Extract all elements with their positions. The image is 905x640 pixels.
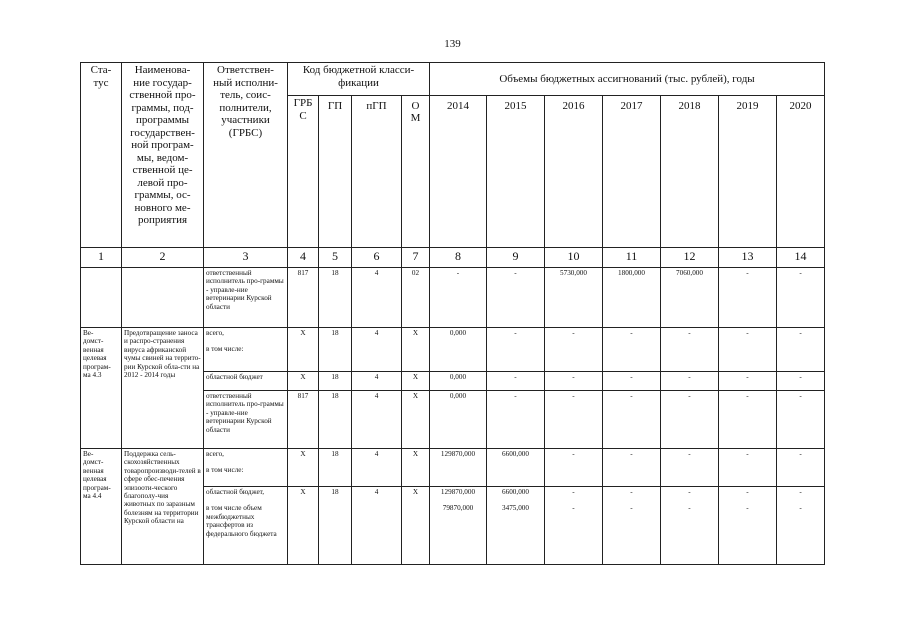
value-cell: -: [603, 391, 661, 449]
column-number: 4: [288, 248, 319, 268]
value-cell: -: [719, 449, 777, 487]
column-number: 5: [319, 248, 352, 268]
value-cell: -: [777, 328, 825, 372]
value-cell: 5730,000: [545, 268, 603, 328]
header-code-grbs: ГРБ С: [288, 96, 319, 248]
code-cell: Х: [402, 328, 430, 372]
value-cell: - -: [603, 487, 661, 565]
value-cell: -: [487, 268, 545, 328]
value-cell: -: [487, 391, 545, 449]
header-year: 2016: [545, 96, 603, 248]
code-cell: Х: [402, 391, 430, 449]
header-status: Ста- тус: [81, 63, 122, 248]
value-cell: -: [777, 449, 825, 487]
value-cell: - -: [719, 487, 777, 565]
value-cell: 7060,000: [661, 268, 719, 328]
code-cell: 4: [352, 328, 402, 372]
value-cell: - -: [777, 487, 825, 565]
value-cell: -: [777, 372, 825, 391]
value-cell: 0,000: [430, 328, 487, 372]
value-cell: -: [777, 268, 825, 328]
value-cell: -: [661, 391, 719, 449]
code-cell: 4: [352, 487, 402, 565]
code-cell: 4: [352, 268, 402, 328]
value-cell: -: [661, 449, 719, 487]
budget-table: [80, 62, 825, 565]
value-cell: 6600,000 3475,000: [487, 487, 545, 565]
code-cell: 18: [319, 449, 352, 487]
responsible-cell: всего, в том числе:: [204, 449, 288, 487]
value-cell: 129870,000 79870,000: [430, 487, 487, 565]
value-cell: - -: [545, 487, 603, 565]
value-cell: -: [430, 268, 487, 328]
code-cell: Х: [402, 372, 430, 391]
code-cell: Х: [402, 449, 430, 487]
header-budget-code: Код бюджетной класси- фикации: [288, 63, 430, 96]
code-cell: 817: [288, 268, 319, 328]
value-cell: -: [661, 372, 719, 391]
value-cell: -: [603, 328, 661, 372]
header-year: 2019: [719, 96, 777, 248]
value-cell: 0,000: [430, 372, 487, 391]
code-cell: Х: [288, 328, 319, 372]
code-cell: 817: [288, 391, 319, 449]
value-cell: -: [487, 372, 545, 391]
header-code-om: О М: [402, 96, 430, 248]
code-cell: Х: [288, 487, 319, 565]
code-cell: 18: [319, 372, 352, 391]
responsible-cell: ответственный исполнитель про-граммы - управле-ние ветеринарии Курской области: [204, 391, 288, 449]
program-name-cell: Предотвращение заноса и распро-странения вируса африканской чумы свиней на террито-рии Курской обла-сти на 2012 - 2014 годы: [122, 328, 204, 449]
value-cell: 1800,000: [603, 268, 661, 328]
value-cell: -: [719, 372, 777, 391]
value-cell: -: [545, 391, 603, 449]
responsible-cell: ответственный исполнитель про-граммы - управле-ние ветеринарии Курской области: [204, 268, 288, 328]
header-year: 2020: [777, 96, 825, 248]
column-number: 2: [122, 248, 204, 268]
value-cell: -: [661, 328, 719, 372]
header-allocations: Объемы бюджетных ассигнований (тыс. рублей), годы: [430, 63, 825, 96]
code-cell: 4: [352, 449, 402, 487]
responsible-cell: областной бюджет, в том числе объем межбюджетных трансфертов из федерального бюджета: [204, 487, 288, 565]
value-cell: -: [545, 328, 603, 372]
value-cell: -: [719, 328, 777, 372]
table-row: [81, 449, 825, 487]
header-year: 2017: [603, 96, 661, 248]
header-code-pgp: пГП: [352, 96, 402, 248]
column-number: 13: [719, 248, 777, 268]
value-cell: -: [777, 391, 825, 449]
table-row: [81, 328, 825, 372]
value-cell: -: [719, 391, 777, 449]
value-cell: -: [603, 449, 661, 487]
responsible-cell: всего, в том числе:: [204, 328, 288, 372]
value-cell: 0,000: [430, 391, 487, 449]
value-cell: -: [545, 372, 603, 391]
column-number: 1: [81, 248, 122, 268]
code-cell: 18: [319, 328, 352, 372]
code-cell: 18: [319, 391, 352, 449]
header-responsible: Ответствен- ный исполни- тель, соис- полнители, участники (ГРБС): [204, 63, 288, 248]
column-number: 6: [352, 248, 402, 268]
status-cell: Ве- домст- венная целевая програм- ма 4.3: [81, 328, 122, 449]
header-name: Наименова- ние государ- ственной про- граммы, под- программы государствен- ной програм- мы, ведом- ственной це- левой про- граммы, ос- новного ме- роприятия: [122, 63, 204, 248]
program-name-cell: Поддержка сель-скохозяйственных товаропроизводи-телей в сфере обес-печения эпизооти-ческого благополу-чия животных по заразным болезням на территории Курской области на: [122, 449, 204, 565]
code-cell: Х: [402, 487, 430, 565]
header-year: 2014: [430, 96, 487, 248]
column-number: 14: [777, 248, 825, 268]
value-cell: -: [487, 328, 545, 372]
code-cell: 18: [319, 487, 352, 565]
column-number: 11: [603, 248, 661, 268]
value-cell: -: [545, 449, 603, 487]
column-number-row: [81, 248, 825, 268]
value-cell: 6600,000: [487, 449, 545, 487]
value-cell: 129870,000: [430, 449, 487, 487]
code-cell: 18: [319, 268, 352, 328]
value-cell: -: [603, 372, 661, 391]
column-number: 12: [661, 248, 719, 268]
code-cell: 02: [402, 268, 430, 328]
code-cell: Х: [288, 372, 319, 391]
header-code-gp: ГП: [319, 96, 352, 248]
value-cell: -: [719, 268, 777, 328]
status-cell: Ве- домст- венная целевая програм- ма 4.4: [81, 449, 122, 565]
code-cell: Х: [288, 449, 319, 487]
column-number: 9: [487, 248, 545, 268]
page-number: 139: [444, 38, 461, 50]
table-row: [81, 268, 825, 328]
code-cell: 4: [352, 391, 402, 449]
responsible-cell: областной бюджет: [204, 372, 288, 391]
header-year: 2015: [487, 96, 545, 248]
header-year: 2018: [661, 96, 719, 248]
value-cell: - -: [661, 487, 719, 565]
column-number: 8: [430, 248, 487, 268]
code-cell: 4: [352, 372, 402, 391]
column-number: 3: [204, 248, 288, 268]
column-number: 7: [402, 248, 430, 268]
column-number: 10: [545, 248, 603, 268]
